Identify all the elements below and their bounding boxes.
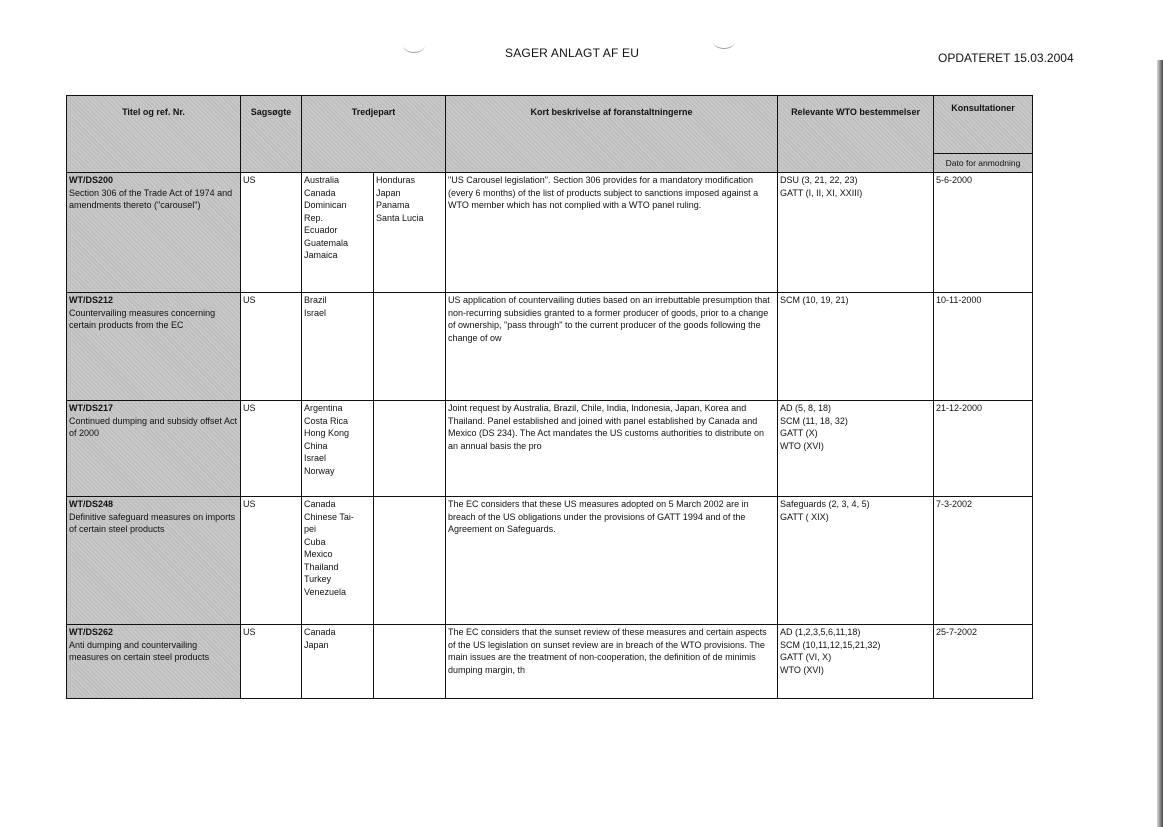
third-party-country: Rep. xyxy=(304,212,324,223)
wto-provision: GATT (X) xyxy=(780,428,818,438)
col-header-consultations: Konsultationer xyxy=(934,96,1033,154)
description-cell: The EC considers that the sunset review of these measures and certain aspects of the US legislation on sunset review are in breach of the WTO provisions. The main issues are the treatment of non-cooperation, the definition of de minimis dumping margin, th xyxy=(446,625,778,699)
third-party-country: Canada xyxy=(304,627,336,637)
third-party-country: Mexico xyxy=(304,549,333,559)
third-party-country: Costa Rica xyxy=(304,415,349,426)
third-party-country: Jamaica xyxy=(304,250,338,260)
col-header-defendant: Sagsøgte xyxy=(241,96,302,173)
third-party-country: Norway xyxy=(304,465,335,476)
defendant-cell: US xyxy=(241,401,302,497)
third-party-cell-b xyxy=(374,401,446,497)
wto-provision: GATT (I, II, XI, XXIII) xyxy=(780,187,863,198)
request-date-cell: 5-6-2000 xyxy=(934,173,1033,293)
col-header-description: Kort beskrivelse af foranstaltningerne xyxy=(446,96,778,173)
scan-edge xyxy=(1157,60,1163,827)
table-row xyxy=(67,173,1033,293)
provisions-cell xyxy=(778,497,934,625)
scan-smudge-right xyxy=(713,34,735,49)
wto-provision: GATT ( XIX) xyxy=(780,511,829,522)
third-party-country: Argentina xyxy=(304,403,343,413)
third-party-country: Santa Lucia xyxy=(376,212,424,223)
case-title-cell xyxy=(67,497,241,625)
case-title: Section 306 of the Trade Act of 1974 and amendments thereto ("carousel") xyxy=(69,187,233,210)
case-ref: WT/DS248 xyxy=(69,499,114,509)
third-party-country: pei xyxy=(304,524,317,534)
third-party-country: Japan xyxy=(304,639,329,650)
description-cell: Joint request by Australia, Brazil, Chile, India, Indonesia, Japan, Korea and Thailand. Panel established and joined with panel established by Canada and Mexico (DS 234). The Act mandates the US customs authorities to distribute on an annual basis the pro xyxy=(446,401,778,497)
third-party-country: Israel xyxy=(304,307,327,318)
defendant-cell: US xyxy=(241,497,302,625)
case-ref: WT/DS212 xyxy=(69,295,114,305)
defendant-cell: US xyxy=(241,625,302,699)
wto-provision: DSU (3, 21, 22, 23) xyxy=(780,175,858,185)
request-date-cell: 25-7-2002 xyxy=(934,625,1033,699)
case-title-cell xyxy=(67,401,241,497)
third-party-country: Turkey xyxy=(304,574,332,584)
request-date-cell: 21-12-2000 xyxy=(934,401,1033,497)
third-party-country: Guatemala xyxy=(304,237,349,248)
third-party-country: Cuba xyxy=(304,536,326,547)
table-row xyxy=(67,625,1033,699)
scan-smudge-left xyxy=(403,38,425,53)
third-party-country: China xyxy=(304,440,328,451)
case-ref: WT/DS262 xyxy=(69,627,114,637)
description-cell: "US Carousel legislation". Section 306 provides for a mandatory modification (every 6 months) of the list of products subject to sanctions imposed against a WTO member which has not complied with a WTO panel ruling. xyxy=(446,173,778,293)
header-row xyxy=(67,96,1033,154)
description-cell: The EC considers that these US measures adopted on 5 March 2002 are in breach of the US obligations under the provisions of GATT 1994 and of the Agreement on Safeguards. xyxy=(446,497,778,625)
third-party-country: Israel xyxy=(304,453,327,463)
col-header-request-date: Dato for anmodning xyxy=(934,154,1033,173)
request-date-cell: 7-3-2002 xyxy=(934,497,1033,625)
third-party-cell-a xyxy=(302,625,374,699)
case-title: Countervailing measures concerning certain products from the EC xyxy=(69,307,216,330)
third-party-country: Ecuador xyxy=(304,225,338,235)
third-party-country: Hong Kong xyxy=(304,428,350,438)
case-title: Anti dumping and countervailing measures on certain steel products xyxy=(69,639,210,662)
updated-date: OPDATERET 15.03.2004 xyxy=(938,51,1074,65)
third-party-country: Canada xyxy=(304,187,336,198)
wto-provision: WTO (XVI) xyxy=(780,664,824,675)
wto-provision: AD (5, 8, 18) xyxy=(780,403,832,413)
table-row xyxy=(67,401,1033,497)
wto-provision: WTO (XVI) xyxy=(780,440,824,451)
wto-provision: SCM (10, 19, 21) xyxy=(780,295,849,305)
wto-provision: AD (1,2,3,5,6,11,18) xyxy=(780,627,861,637)
third-party-cell-a xyxy=(302,497,374,625)
third-party-cell-b xyxy=(374,173,446,293)
case-title-cell xyxy=(67,173,241,293)
col-header-provisions: Relevante WTO bestemmelser xyxy=(778,96,934,173)
case-title: Continued dumping and subsidy offset Act of 2000 xyxy=(69,415,237,438)
third-party-country: Brazil xyxy=(304,295,327,305)
page-title: SAGER ANLAGT AF EU xyxy=(505,46,640,60)
wto-provision: GATT (VI, X) xyxy=(780,652,832,662)
request-date-cell: 10-11-2000 xyxy=(934,293,1033,401)
defendant-cell: US xyxy=(241,293,302,401)
col-header-third-party: Tredjepart xyxy=(302,96,446,173)
table-body xyxy=(67,173,1033,699)
table-row xyxy=(67,293,1033,401)
case-ref: WT/DS217 xyxy=(69,403,114,413)
third-party-cell-a xyxy=(302,401,374,497)
third-party-cell-a xyxy=(302,173,374,293)
third-party-cell-b xyxy=(374,625,446,699)
provisions-cell xyxy=(778,625,934,699)
third-party-cell-b xyxy=(374,293,446,401)
defendant-cell: US xyxy=(241,173,302,293)
third-party-country: Canada xyxy=(304,499,336,509)
third-party-country: Venezuela xyxy=(304,586,347,597)
provisions-cell xyxy=(778,293,934,401)
table-row xyxy=(67,497,1033,625)
description-cell: US application of countervailing duties based on an irrebuttable presumption that non-recurring subsidies granted to a former producer of goods, prior to a change of ownership, "pass through" to the current producer of the goods following the change of ow xyxy=(446,293,778,401)
third-party-country: Thailand xyxy=(304,561,339,572)
case-ref: WT/DS200 xyxy=(69,175,114,185)
third-party-country: Panama xyxy=(376,200,410,210)
wto-provision: SCM (11, 18, 32) xyxy=(780,415,848,426)
third-party-country: Honduras xyxy=(376,175,416,185)
third-party-cell-a xyxy=(302,293,374,401)
wto-provision: SCM (10,11,12,15,21,32) xyxy=(780,639,881,650)
third-party-country: Dominican xyxy=(304,200,347,210)
case-title-cell xyxy=(67,293,241,401)
col-header-title: Titel og ref. Nr. xyxy=(67,96,241,173)
provisions-cell xyxy=(778,173,934,293)
cases-table xyxy=(66,95,1033,699)
case-title: Definitive safeguard measures on imports of certain steel products xyxy=(69,511,236,534)
case-title-cell xyxy=(67,625,241,699)
third-party-country: Australia xyxy=(304,175,340,185)
provisions-cell xyxy=(778,401,934,497)
wto-provision: Safeguards (2, 3, 4, 5) xyxy=(780,499,870,509)
third-party-country: Japan xyxy=(376,187,401,198)
third-party-country: Chinese Tai- xyxy=(304,511,354,522)
third-party-cell-b xyxy=(374,497,446,625)
